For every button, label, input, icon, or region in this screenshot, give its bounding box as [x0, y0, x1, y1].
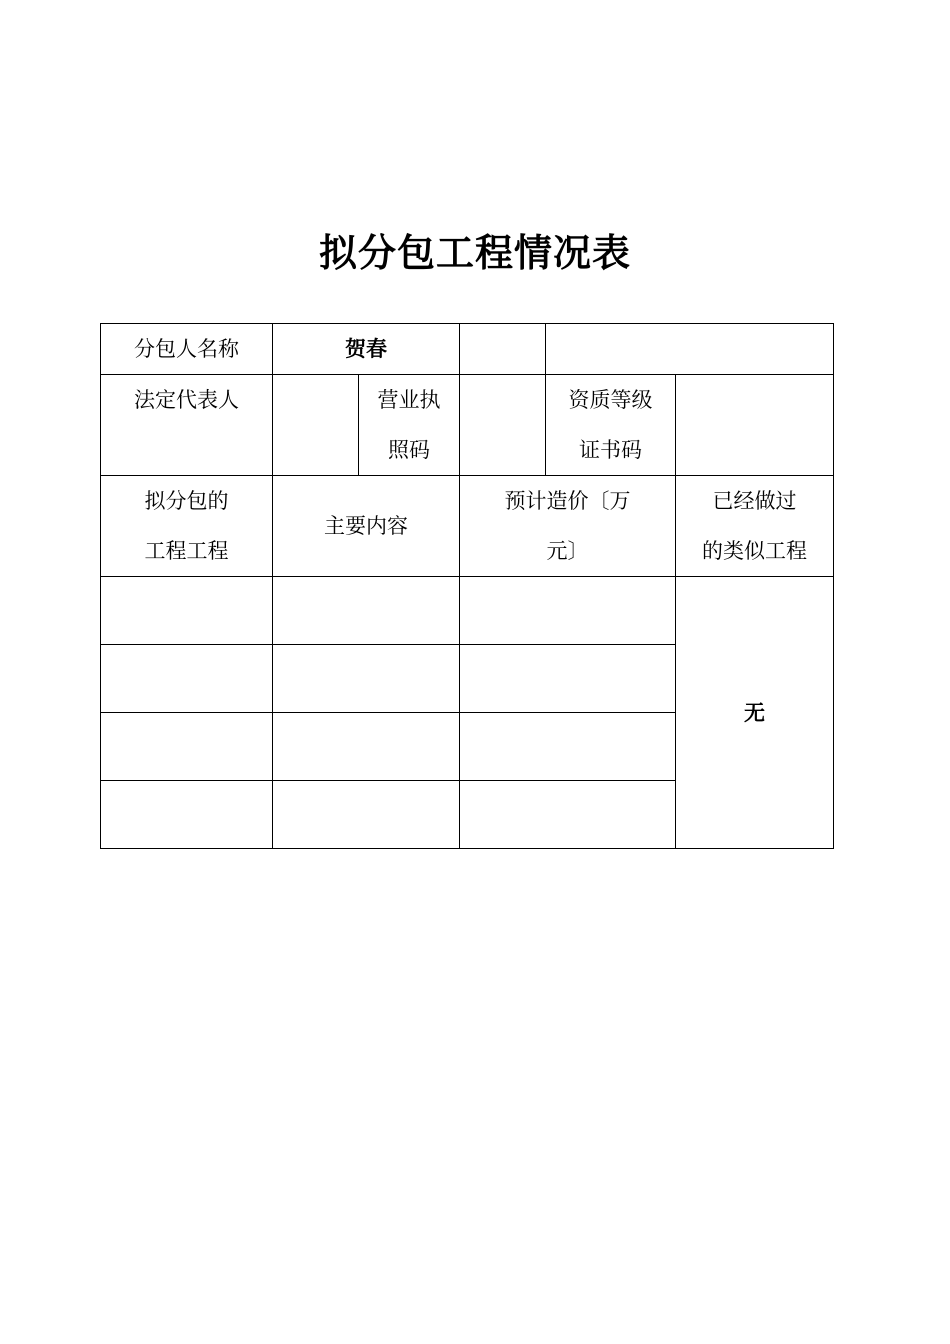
- empty-cell: [101, 781, 273, 849]
- empty-cell: [546, 324, 834, 375]
- empty-cell: [273, 645, 460, 713]
- header-project: 拟分包的 工程工程: [101, 476, 273, 577]
- similar-projects-value: 无: [676, 577, 834, 849]
- empty-cell: [101, 577, 273, 645]
- empty-cell: [460, 781, 676, 849]
- empty-cell: [460, 713, 676, 781]
- header-estimated-cost: 预计造价〔万 元〕: [460, 476, 676, 577]
- qualification-certificate-label: 资质等级 证书码: [546, 375, 676, 476]
- table-row: [101, 577, 834, 645]
- header-main-content: 主要内容: [273, 476, 460, 577]
- legal-representative-label: 法定代表人: [101, 375, 273, 476]
- table-row: [101, 324, 834, 375]
- table-row: [101, 375, 834, 476]
- subcontract-table: [100, 323, 834, 849]
- header-similar-projects: 已经做过 的类似工程: [676, 476, 834, 577]
- empty-cell: [273, 577, 460, 645]
- qualification-certificate-value: [676, 375, 834, 476]
- empty-cell: [460, 577, 676, 645]
- empty-cell: [101, 645, 273, 713]
- empty-cell: [101, 713, 273, 781]
- empty-cell: [273, 713, 460, 781]
- subcontractor-name-value: 贺春: [273, 324, 460, 375]
- empty-cell: [273, 781, 460, 849]
- business-license-label: 营业执 照码: [359, 375, 460, 476]
- business-license-value: [460, 375, 546, 476]
- page-title: 拟分包工程情况表: [318, 231, 631, 275]
- table-row: [101, 476, 834, 577]
- legal-representative-value: [273, 375, 359, 476]
- empty-cell: [460, 645, 676, 713]
- subcontractor-name-label: 分包人名称: [101, 324, 273, 375]
- empty-cell: [460, 324, 546, 375]
